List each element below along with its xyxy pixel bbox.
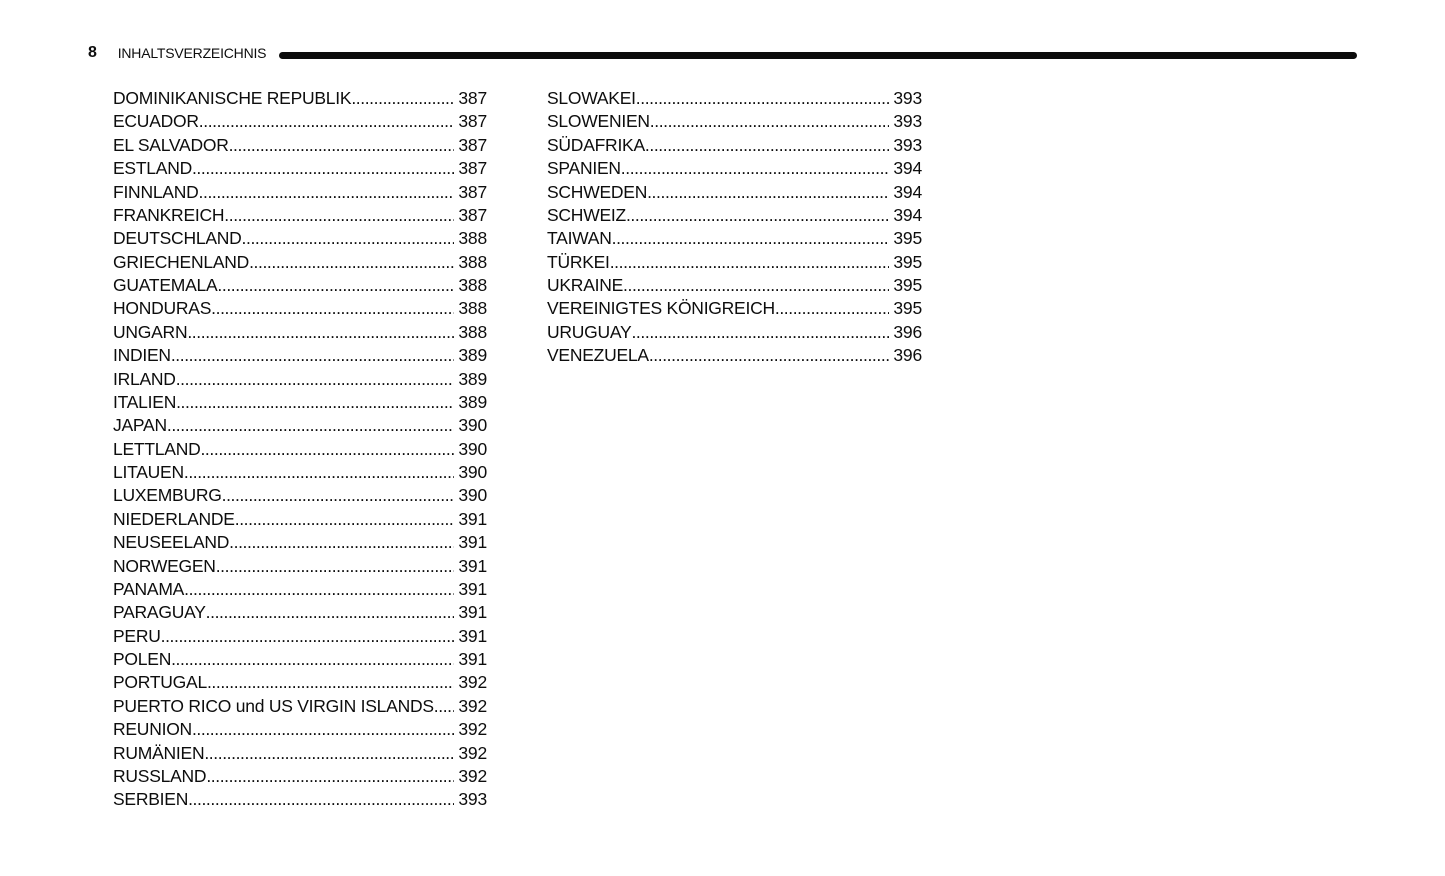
toc-entry-label: NIEDERLANDE (113, 508, 235, 529)
toc-column-right (547, 87, 922, 368)
toc-leader-dots (187, 321, 454, 344)
toc-entry-label: NORWEGEN (113, 555, 216, 576)
toc-entry-label: PORTUGAL (113, 672, 207, 693)
toc-entry-label: POLEN (113, 649, 172, 669)
toc-entry (547, 134, 922, 157)
toc-entry (113, 484, 487, 507)
toc-column-left (113, 87, 487, 812)
toc-entry-page: 388 (458, 321, 487, 342)
toc-entry-page: 391 (458, 532, 487, 553)
toc-leader-dots (645, 134, 889, 157)
toc-entry (113, 227, 487, 250)
toc-leader-dots (612, 227, 890, 250)
toc-entry (547, 297, 922, 320)
toc-leader-dots (235, 508, 455, 531)
toc-entry-label: SERBIEN (113, 789, 189, 810)
toc-entry-page: 390 (458, 438, 487, 459)
toc-entry-page: 395 (893, 251, 922, 272)
toc-entry-page: 387 (458, 204, 487, 225)
toc-leader-dots (192, 718, 454, 741)
toc-entry (113, 368, 487, 391)
toc-leader-dots (167, 414, 455, 437)
toc-entry (113, 601, 487, 624)
toc-leader-dots (636, 87, 890, 110)
toc-leader-dots (222, 484, 455, 507)
toc-entry-page: 388 (458, 275, 487, 295)
toc-entry (113, 508, 487, 531)
toc-entry-page: 392 (458, 765, 487, 786)
toc-entry-label: JAPAN (113, 415, 167, 436)
toc-entry-label: LUXEMBURG (113, 485, 222, 506)
toc-entry-label: GRIECHENLAND (113, 251, 250, 272)
toc-entry-label: PUERTO RICO und US VIRGIN ISLANDS (113, 695, 434, 716)
toc-entry-label: PARAGUAY (113, 602, 206, 623)
toc-entry-label: ECUADOR (113, 111, 199, 132)
toc-entry (113, 344, 487, 367)
toc-entry (113, 648, 487, 671)
toc-leader-dots (207, 671, 454, 694)
toc-entry (113, 87, 487, 110)
toc-leader-dots (199, 181, 455, 204)
toc-leader-dots (434, 695, 455, 718)
toc-leader-dots (610, 251, 890, 274)
header-title: INHALTSVERZEICHNIS (117, 45, 267, 61)
toc-leader-dots (176, 391, 454, 414)
toc-entry (547, 87, 922, 110)
toc-entry-label: IRLAND (113, 368, 176, 389)
toc-leader-dots (647, 181, 889, 204)
toc-entry-label: DEUTSCHLAND (113, 228, 242, 249)
toc-entry-page: 395 (893, 298, 922, 319)
toc-entry-page: 388 (458, 251, 487, 272)
toc-entry (547, 321, 922, 344)
toc-entry-label: UKRAINE (547, 275, 624, 295)
toc-entry-label: FRANKREICH (113, 204, 225, 225)
toc-entry (547, 157, 922, 180)
toc-leader-dots (188, 788, 454, 811)
toc-entry (113, 742, 487, 765)
toc-entry-page: 390 (458, 415, 487, 436)
page-header (88, 44, 1357, 62)
toc-entry-label: VENEZUELA (547, 345, 649, 366)
toc-entry-page: 387 (458, 181, 487, 202)
toc-entry-page: 393 (458, 789, 487, 810)
toc-entry-page: 392 (458, 719, 487, 740)
toc-entry-page: 396 (893, 345, 922, 366)
toc-entry-label: UNGARN (113, 321, 188, 342)
toc-entry (113, 531, 487, 554)
toc-entry (547, 274, 922, 297)
toc-leader-dots (184, 578, 454, 601)
toc-columns (113, 87, 922, 812)
toc-entry-label: RUSSLAND (113, 765, 207, 786)
toc-entry-page: 391 (458, 625, 487, 646)
toc-entry-label: SLOWENIEN (547, 111, 650, 132)
toc-entry (113, 321, 487, 344)
toc-entry (113, 625, 487, 648)
toc-entry-label: SCHWEDEN (547, 181, 648, 202)
toc-entry-label: SLOWAKEI (547, 88, 636, 108)
toc-leader-dots (171, 344, 455, 367)
toc-entry-page: 389 (458, 391, 487, 412)
toc-entry (113, 788, 487, 811)
toc-entry-page: 392 (458, 695, 487, 716)
toc-leader-dots (621, 157, 890, 180)
toc-leader-dots (171, 648, 454, 671)
toc-entry-page: 395 (893, 228, 922, 249)
toc-leader-dots (650, 110, 890, 133)
toc-entry-page: 391 (458, 508, 487, 529)
toc-entry-page: 394 (893, 204, 922, 225)
toc-leader-dots (204, 742, 454, 765)
toc-entry-page: 387 (458, 134, 487, 155)
toc-entry-label: FINNLAND (113, 181, 199, 202)
toc-entry-label: ESTLAND (113, 158, 192, 179)
toc-entry (113, 578, 487, 601)
toc-leader-dots (249, 251, 454, 274)
toc-entry-label: TAIWAN (547, 228, 612, 249)
toc-entry (113, 251, 487, 274)
toc-entry (113, 181, 487, 204)
toc-leader-dots (224, 204, 454, 227)
toc-entry (113, 391, 487, 414)
toc-entry-page: 387 (458, 111, 487, 132)
toc-entry-page: 390 (458, 485, 487, 506)
toc-entry-page: 394 (893, 158, 922, 179)
toc-entry-page: 389 (458, 368, 487, 389)
toc-leader-dots (626, 204, 889, 227)
toc-entry (113, 555, 487, 578)
toc-leader-dots (631, 321, 889, 344)
toc-entry-label: PERU (113, 625, 161, 646)
toc-leader-dots (351, 87, 454, 110)
toc-leader-dots (229, 134, 455, 157)
toc-entry-page: 394 (893, 181, 922, 202)
toc-entry-label: URUGUAY (547, 321, 632, 342)
page-number: 8 (88, 44, 97, 61)
toc-entry-page: 388 (458, 298, 487, 319)
toc-entry-label: VEREINIGTES KÖNIGREICH (547, 298, 775, 319)
toc-entry (113, 461, 487, 484)
toc-leader-dots (217, 274, 454, 297)
toc-entry (113, 718, 487, 741)
toc-entry (547, 227, 922, 250)
toc-leader-dots (161, 625, 455, 648)
toc-entry (113, 274, 487, 297)
toc-entry-page: 387 (458, 158, 487, 179)
toc-entry (547, 251, 922, 274)
toc-entry-label: EL SALVADOR (113, 134, 229, 155)
toc-entry-label: TÜRKEI (547, 251, 610, 272)
toc-entry (113, 438, 487, 461)
toc-entry-label: LETTLAND (113, 438, 201, 459)
toc-entry-page: 390 (458, 462, 487, 482)
toc-entry-page: 393 (893, 88, 922, 108)
toc-entry (113, 297, 487, 320)
toc-entry-label: PANAMA (113, 578, 185, 599)
toc-entry-label: SPANIEN (547, 158, 621, 179)
toc-entry-label: RUMÄNIEN (113, 742, 205, 763)
toc-entry-label: SCHWEIZ (547, 204, 626, 225)
toc-entry-page: 391 (458, 555, 487, 576)
toc-leader-dots (775, 297, 890, 320)
toc-entry-page: 391 (458, 602, 487, 623)
toc-entry-label: REUNION (113, 719, 192, 740)
toc-leader-dots (192, 157, 454, 180)
toc-entry-label: GUATEMALA (113, 275, 218, 295)
toc-leader-dots (242, 227, 455, 250)
toc-leader-dots (176, 368, 455, 391)
toc-leader-dots (206, 601, 455, 624)
toc-entry-page: 395 (893, 275, 922, 295)
toc-entry-label: INDIEN (113, 345, 171, 366)
toc-entry (113, 671, 487, 694)
toc-leader-dots (229, 531, 454, 554)
toc-entry-page: 392 (458, 742, 487, 763)
toc-leader-dots (184, 461, 455, 484)
toc-entry-page: 391 (458, 649, 487, 669)
toc-entry-label: HONDURAS (113, 298, 212, 319)
toc-entry-label: NEUSEELAND (113, 532, 230, 553)
toc-leader-dots (649, 344, 890, 367)
toc-entry-page: 391 (458, 578, 487, 599)
toc-leader-dots (199, 110, 455, 133)
toc-leader-dots (216, 555, 455, 578)
toc-entry-page: 388 (458, 228, 487, 249)
toc-entry-label: DOMINIKANISCHE REPUBLIK (113, 88, 352, 108)
toc-entry-page: 392 (458, 672, 487, 693)
toc-leader-dots (200, 438, 454, 461)
toc-entry (547, 181, 922, 204)
toc-entry-label: ITALIEN (113, 391, 177, 412)
toc-entry (547, 204, 922, 227)
toc-leader-dots (211, 297, 454, 320)
toc-entry (547, 110, 922, 133)
toc-entry-page: 389 (458, 345, 487, 366)
toc-entry (113, 414, 487, 437)
toc-leader-dots (206, 765, 454, 788)
toc-leader-dots (623, 274, 889, 297)
toc-entry-label: SÜDAFRIKA (547, 134, 645, 155)
toc-entry-page: 387 (458, 88, 487, 108)
toc-entry-page: 393 (893, 111, 922, 132)
toc-entry-page: 396 (893, 321, 922, 342)
toc-entry (113, 695, 487, 718)
toc-entry (113, 110, 487, 133)
header-rule (279, 52, 1357, 59)
toc-entry-page: 393 (893, 134, 922, 155)
toc-entry (113, 765, 487, 788)
toc-entry (113, 134, 487, 157)
toc-entry-label: LITAUEN (113, 462, 184, 482)
toc-entry (113, 204, 487, 227)
toc-entry (113, 157, 487, 180)
toc-entry (547, 344, 922, 367)
